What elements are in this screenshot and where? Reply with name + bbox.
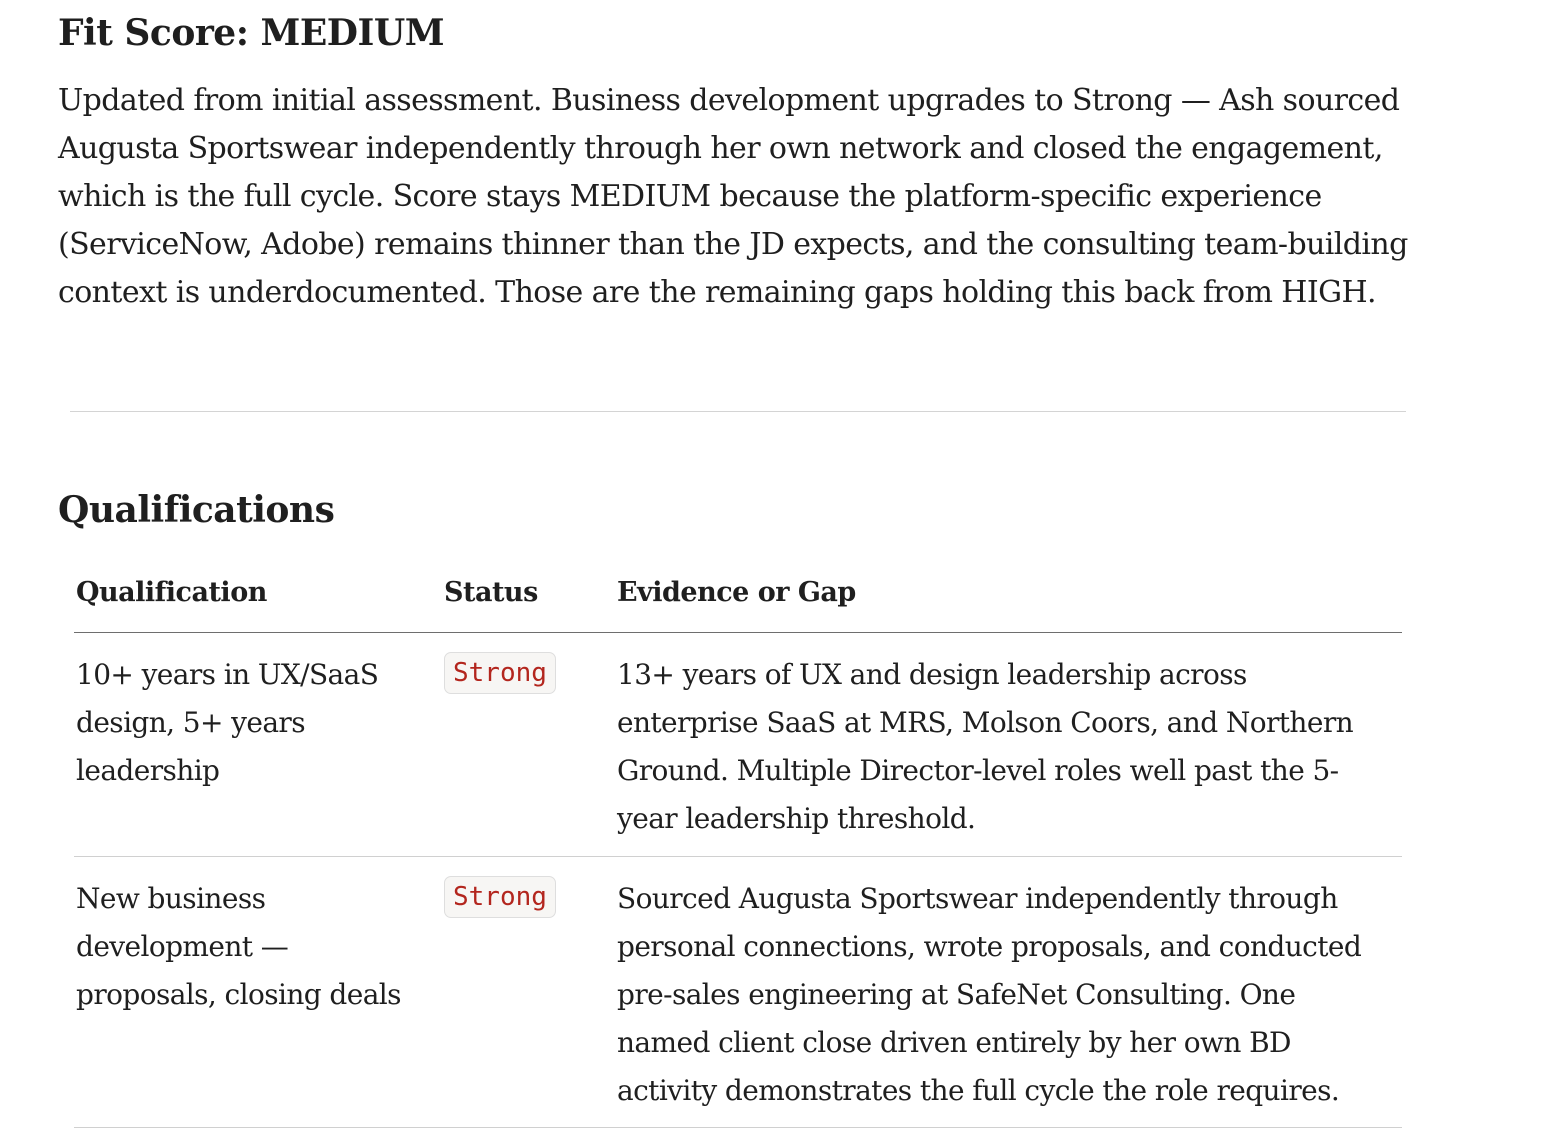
table-row <box>74 857 1402 1128</box>
qualifications-heading: Qualifications <box>58 489 335 531</box>
qualification-cell: New business development — proposals, closing deals <box>76 882 401 1011</box>
header-qualification: Qualification <box>76 577 267 608</box>
table-row <box>74 633 1402 857</box>
fit-score-heading: Fit Score: MEDIUM <box>58 12 445 54</box>
header-evidence: Evidence or Gap <box>617 577 856 608</box>
evidence-cell: Sourced Augusta Sportswear independently through personal connections, wrote proposals, and conducted pre-sales engineering at SafeNet Consulting. One named client close driven entirely by her own BD activity demonstrates the full cycle the role requires. <box>617 882 1362 1107</box>
status-badge: Strong <box>444 876 556 918</box>
qualification-cell: 10+ years in UX/SaaS design, 5+ years leadership <box>76 658 379 787</box>
header-status: Status <box>444 577 538 608</box>
qualifications-table <box>74 568 1402 1128</box>
section-divider <box>70 411 1406 412</box>
evidence-cell: 13+ years of UX and design leadership across enterprise SaaS at MRS, Molson Coors, and Northern Ground. Multiple Director-level roles well past the 5-year leadership threshold. <box>617 658 1354 835</box>
fit-score-summary: Updated from initial assessment. Business development upgrades to Strong — Ash sourced Augusta Sportswear independently through her own network and closed the engagement, which is the full cycle. Score stays MEDIUM because the platform-specific experience (ServiceNow, Adobe) remains thinner than the JD expects, and the consulting team-building context is underdocumented. Those are the remaining gaps holding this back from HIGH. <box>58 83 1408 310</box>
table-header-row <box>74 568 1402 633</box>
status-badge: Strong <box>444 652 556 694</box>
